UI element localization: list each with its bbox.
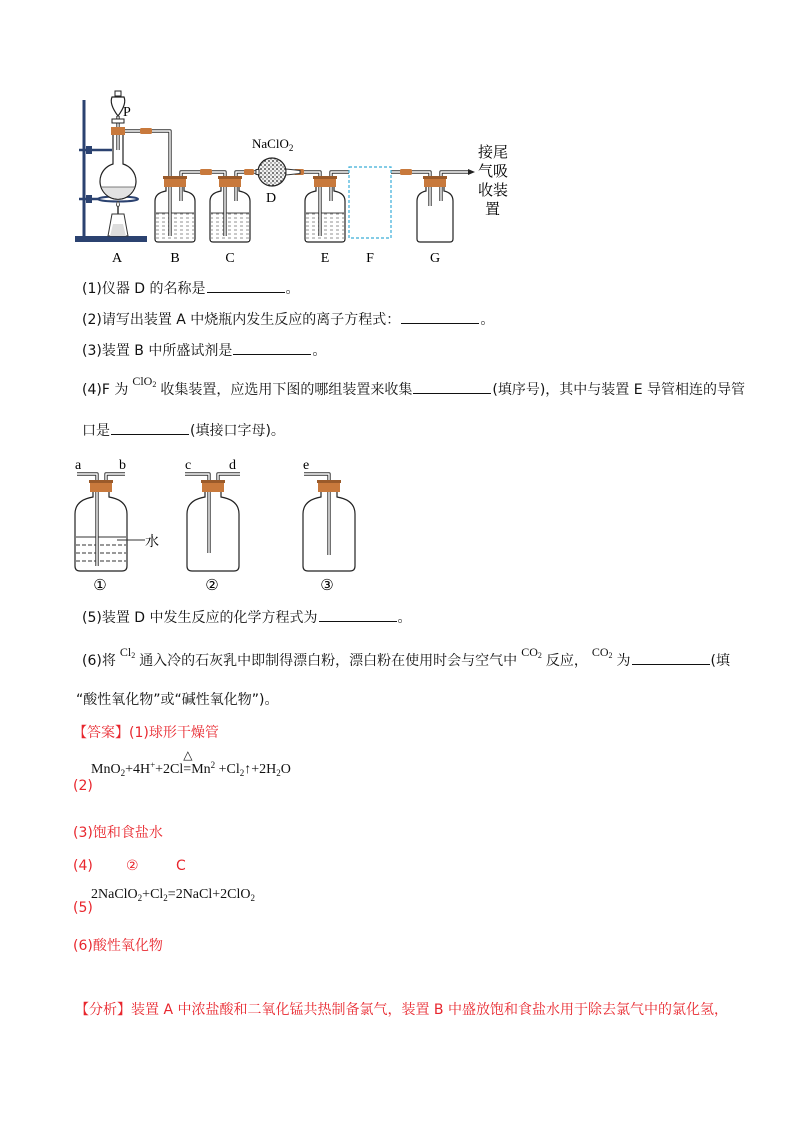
formula-part: +Cl <box>142 887 164 902</box>
apparatus-labels <box>112 251 440 266</box>
svg-text:a: a <box>75 458 82 473</box>
question-4-text: (4)F 为 <box>82 382 129 398</box>
formula-sub: 2 <box>163 893 168 903</box>
question-1-text: (1)仪器 D 的名称是 <box>82 281 206 297</box>
formula-sup: + <box>150 760 156 770</box>
bottles <box>155 186 453 242</box>
svg-text:G: G <box>429 251 441 266</box>
answer-blank <box>319 608 397 622</box>
port-labels <box>75 458 309 473</box>
label-naclo2: NaClO$_2$ <box>252 136 294 153</box>
question-4-mid: 收集装置，应选用下图的哪组装置来收集 <box>160 382 413 398</box>
formula-part: =2NaCl+2ClO <box>167 887 251 902</box>
question-4-end: (填序号)，其中与装置 E 导管相连的导管 <box>492 382 746 398</box>
formula-part: MnO <box>91 762 121 777</box>
question-5-text: (5)装置 D 中发生反应的化学方程式为 <box>82 610 318 626</box>
bottle-2 <box>187 492 239 571</box>
formula-sub: 2 <box>250 893 255 903</box>
question-1-end: 。 <box>285 281 300 297</box>
question-2-text: (2)请写出装置 A 中烧瓶内发生反应的离子方程式： <box>82 312 401 328</box>
question-6-text: (6)将 <box>82 653 116 669</box>
bottle-1 <box>75 492 145 571</box>
co2-formula <box>521 645 542 659</box>
drying-tube-d <box>256 158 300 186</box>
water-label: 水 <box>145 534 159 550</box>
heat-triangle-icon: △ <box>183 748 193 762</box>
svg-text:F: F <box>366 251 374 266</box>
answer-blank <box>233 341 311 355</box>
co2-sub: 2 <box>608 651 613 660</box>
answer-6: (6)酸性氧化物 <box>73 938 163 954</box>
arrow-icon <box>468 169 475 175</box>
svg-text:b: b <box>119 458 126 473</box>
svg-text:②: ② <box>205 576 219 594</box>
co2-sub: 2 <box>537 651 542 660</box>
svg-text:收装: 收装 <box>478 181 509 199</box>
question-3-text: (3)装置 B 中所盛试剂是 <box>82 343 233 359</box>
formula-part: O <box>280 762 291 777</box>
formula-part: 2NaClO <box>91 887 138 902</box>
answer-3: (3)饱和食盐水 <box>73 825 163 841</box>
round-bottom-flask <box>100 134 140 201</box>
label-p: P <box>123 105 131 120</box>
question-2 <box>82 310 494 329</box>
formula-sub: 2 <box>276 768 281 778</box>
question-4-line2-text: 口是 <box>82 423 110 439</box>
answer-5-formula <box>91 886 255 904</box>
question-6-line2-text: “酸性氧化物”或“碱性氧化物”)。 <box>76 692 279 708</box>
answer-blank <box>413 380 491 394</box>
option-labels <box>93 576 333 594</box>
formula-sub: 2 <box>120 768 126 778</box>
analysis: 【分析】装置 A 中浓盐酸和二氧化锰共热制备氯气，装置 B 中盛放饱和食盐水用于除去氯气中的氯化氢， <box>75 1002 728 1018</box>
clo2-formula <box>132 374 156 388</box>
question-4-line-2 <box>82 421 285 440</box>
formula-part: +2Cl <box>155 762 184 777</box>
question-5 <box>82 608 412 627</box>
question-3-end: 。 <box>312 343 327 359</box>
clo2-main: ClO <box>132 374 153 388</box>
question-6 <box>82 645 730 670</box>
svg-text:B: B <box>170 251 180 266</box>
question-4 <box>82 374 746 399</box>
svg-text:A: A <box>111 251 123 266</box>
collection-stoppers <box>89 480 341 492</box>
svg-text:③: ③ <box>320 576 334 594</box>
answer-blank <box>111 421 189 435</box>
question-1 <box>82 279 300 298</box>
heating-condition <box>183 748 193 779</box>
bottle-g <box>417 186 453 242</box>
answer-4-port: C <box>176 858 186 874</box>
question-6-line-2 <box>76 691 278 709</box>
formula-part: +4H <box>125 762 151 777</box>
answer-blank <box>207 279 285 293</box>
co2-main: CO <box>591 645 609 659</box>
cl2-sub: 2 <box>131 651 136 660</box>
formula-sub: 2 <box>137 893 143 903</box>
answer-1: 【答案】(1)球形干燥管 <box>73 725 219 741</box>
svg-text:置: 置 <box>485 200 501 218</box>
clo2-sub: 2 <box>152 380 157 389</box>
cl2-formula <box>120 645 135 659</box>
question-6-mid: 通入冷的石灰乳中即制得漂白粉，漂白粉在使用时会与空气中 <box>139 653 518 669</box>
formula-sub: 2 <box>239 768 245 778</box>
question-5-end: 。 <box>397 610 412 626</box>
question-6-end: (填 <box>710 653 730 669</box>
question-3 <box>82 341 326 360</box>
svg-text:E: E <box>320 251 330 266</box>
formula-sup: 2 <box>210 760 216 770</box>
question-2-end: 。 <box>480 312 495 328</box>
question-6-mid3: 为 <box>616 653 631 669</box>
collection-bottles-diagram <box>0 450 800 600</box>
formula-part: Mn <box>191 762 211 777</box>
cl2-main: Cl <box>119 645 132 659</box>
svg-text:c: c <box>185 458 192 473</box>
question-4-line2-end: (填接口字母)。 <box>190 423 285 439</box>
svg-text:①: ① <box>93 576 107 594</box>
answer-blank <box>401 310 479 324</box>
co2-main: CO <box>521 645 538 659</box>
formula-part: ↑+2H <box>244 762 277 777</box>
answer-4-label: (4) <box>73 858 93 874</box>
svg-text:d: d <box>229 458 236 473</box>
formula-part: +Cl <box>215 762 240 777</box>
answer-5-label: (5) <box>73 900 93 916</box>
apparatus-diagram <box>0 0 800 280</box>
answer-4-option: ② <box>126 858 139 874</box>
svg-text:接尾: 接尾 <box>478 143 509 161</box>
question-6-mid2: 反应， <box>545 653 588 669</box>
answer-2-label: (2) <box>73 778 93 794</box>
svg-text:e: e <box>303 458 310 473</box>
answer-2-formula <box>91 748 291 779</box>
label-d: D <box>266 191 277 206</box>
exhaust-label <box>478 143 508 218</box>
equals-sign: = <box>183 762 192 777</box>
co2-formula <box>592 645 613 659</box>
svg-text:C: C <box>225 251 235 266</box>
svg-text:气吸: 气吸 <box>478 162 509 180</box>
answer-blank <box>632 651 710 665</box>
alcohol-lamp <box>108 201 128 236</box>
dashed-box-f <box>349 167 391 238</box>
